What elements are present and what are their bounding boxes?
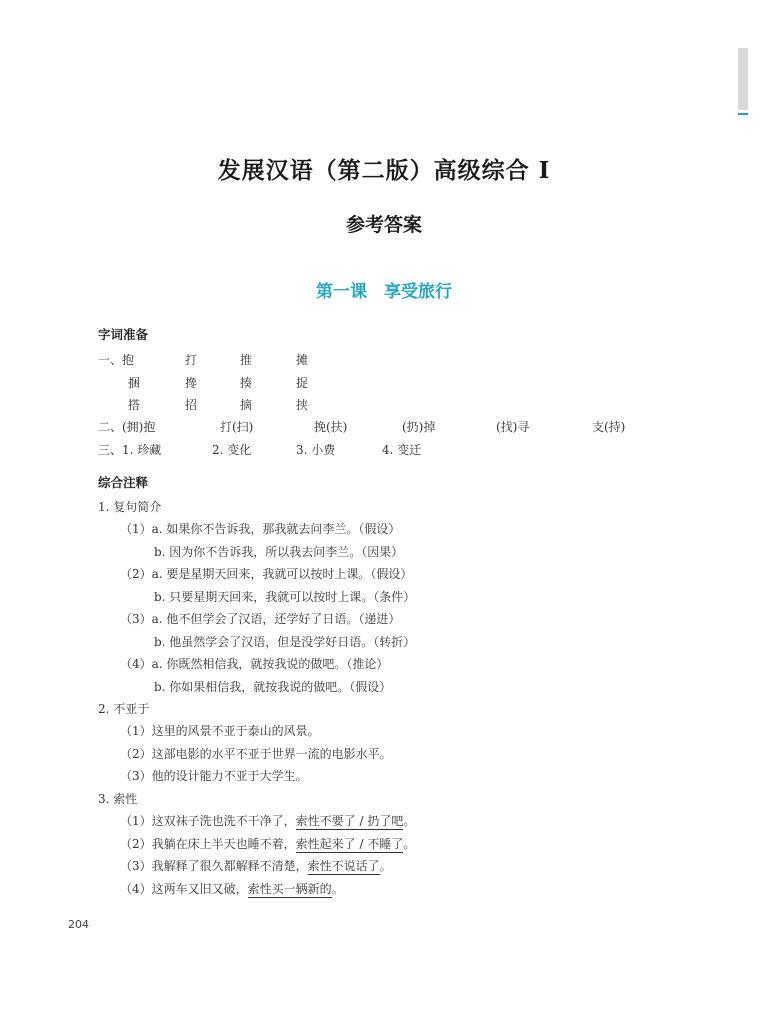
answer-cell: 4. 变迁 [382,443,422,457]
underlined-answer: 索性起来了 / 不睡了 [295,837,404,851]
answer-line: （1）这里的风景不亚于泰山的风景。 [120,724,320,738]
answer-line: （2）这部电影的水平不亚于世界一流的电影水平。 [120,747,392,761]
answer-cell: 2. 变化 [212,443,252,457]
answer-cell: 支(持) [592,420,626,434]
note-item-title: 1. 复句简介 [98,500,162,514]
section-heading-word-prep: 字词准备 [98,327,149,342]
answer-prefix: （1）这双袜子洗也洗不干净了， [120,814,296,828]
answer-line [120,857,392,874]
answer-cell: 推 [240,353,253,367]
answer-line: b. 只要星期天回来，我就可以按时上课。（条件） [154,590,416,604]
answer-suffix: 。 [331,882,344,896]
answer-line: （2）a. 要是星期天回来，我就可以按时上课。（假设） [120,567,413,581]
book-title: 发展汉语（第二版）高级综合 I [217,157,551,184]
underlined-answer: 索性买一辆新的 [247,882,332,896]
answer-prefix: （2）我躺在床上半天也睡不着， [120,837,296,851]
answer-cell: 挽(扶) [314,420,348,434]
answer-line: （1）a. 如果你不告诉我，那我就去问李兰。（假设） [120,522,401,536]
answer-cell: 招 [185,398,198,412]
answer-line: b. 他虽然学会了汉语，但是没学好日语。（转折） [154,635,416,649]
answer-cell: 一、抱 [98,353,135,367]
underlined-answer: 索性不说话了 [307,859,380,873]
section-heading-notes: 综合注释 [98,475,149,490]
page-edge-tab [738,48,748,110]
answer-suffix: 。 [379,859,392,873]
answer-cell: 摊 [296,353,309,367]
answer-line: b. 因为你不告诉我，所以我去问李兰。（因果） [154,545,404,559]
answer-cell: 捉 [296,376,309,390]
answer-prefix: （4）这两车又旧又破， [120,882,248,896]
answer-cell: 3. 小费 [296,443,336,457]
answer-cell: 打(扫) [220,420,254,434]
note-item-title: 2. 不亚于 [98,702,150,716]
answer-line: （4）a. 你既然相信我，就按我说的做吧。（推论） [120,657,389,671]
answer-suffix: 。 [403,814,416,828]
answer-cell: 捆 [128,376,141,390]
answer-cell: (找)寻 [496,420,530,434]
answer-line: b. 你如果相信我，就按我说的做吧。（假设） [154,680,392,694]
answer-line [120,812,415,829]
answer-cell: (扔)掉 [402,420,436,434]
answer-line: （3）他的设计能力不亚于大学生。 [120,769,308,783]
answer-cell: 揍 [240,376,253,390]
answer-line [120,880,344,897]
answer-cell: 搭 [128,398,141,412]
answer-line: （3）a. 他不但学会了汉语，还学好了日语。（递进） [120,612,401,626]
lesson-title: 第一课 享受旅行 [316,282,452,302]
answer-cell: 搀 [185,376,198,390]
answer-cell: 打 [185,353,198,367]
answer-cell: 三、1. 珍藏 [98,443,162,457]
document-subtitle: 参考答案 [345,214,422,236]
answer-cell: 挟 [296,398,309,412]
answer-cell: 摘 [240,398,253,412]
answer-line [120,835,415,852]
answer-cell: 二、(拥)抱 [98,420,156,434]
page-number: 204 [68,918,89,931]
answer-suffix: 。 [403,837,416,851]
answer-prefix: （3）我解释了很久都解释不清楚， [120,859,308,873]
page-edge-tab-accent [738,113,748,115]
underlined-answer: 索性不要了 / 扔了吧 [295,814,404,828]
note-item-title: 3. 索性 [98,792,138,806]
